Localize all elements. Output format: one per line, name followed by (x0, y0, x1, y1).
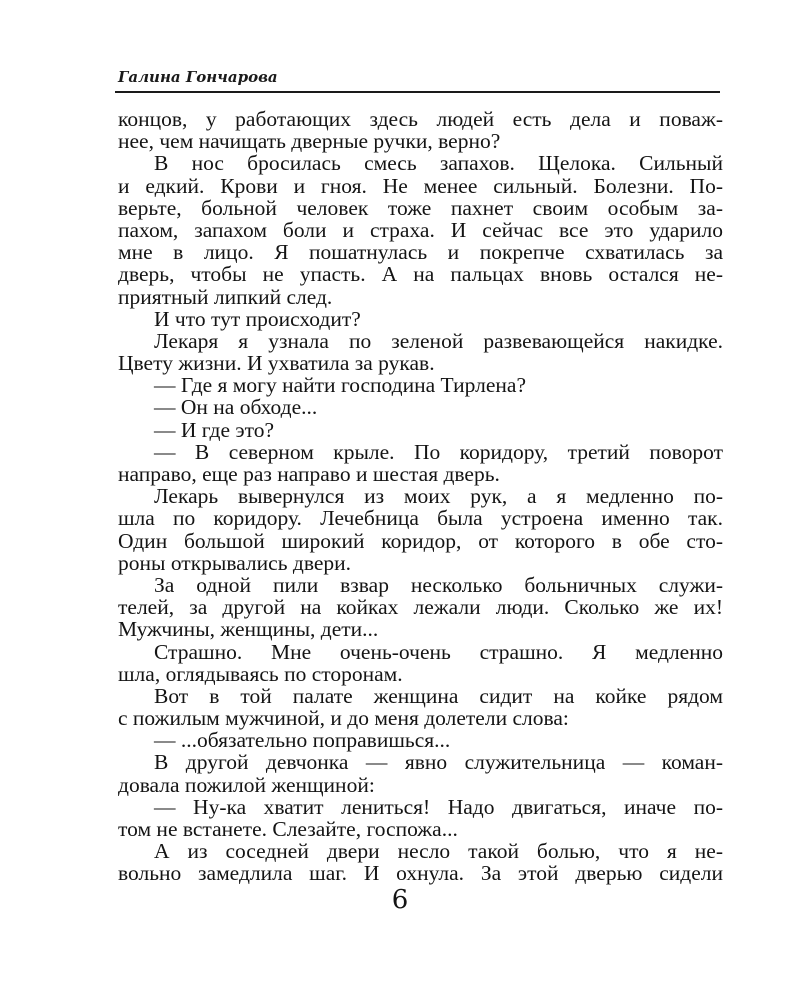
text-line: А из соседней двери несло такой болью, что я не- (154, 839, 723, 864)
text-line: Лекарь вывернулся из моих рук, а я медленно по- (154, 484, 723, 509)
header-rule (115, 91, 720, 93)
text-line: — И где это? (154, 417, 275, 442)
text-line: И что тут происходит? (154, 306, 361, 331)
text-line: Вот в той палате женщина сидит на койке рядом (154, 683, 723, 708)
text-line: направо, еще раз направо и шестая дверь. (118, 462, 500, 486)
text-line: мне в лицо. Я пошатнулась и покрепче схватилась за (118, 240, 723, 265)
text-line: вольно замедлила шаг. И охнула. За этой дверью сидели (118, 861, 723, 886)
text-line: — Ну-ка хватит лениться! Надо двигаться, иначе по- (154, 794, 723, 819)
body-text (118, 108, 723, 885)
text-line: — ...обязательно поправишься... (154, 728, 451, 753)
text-line: нее, чем начищать дверные ручки, верно? (118, 129, 501, 154)
text-line: том не встанете. Слезайте, госпожа... (118, 817, 458, 841)
text-line: Страшно. Мне очень-очень страшно. Я медленно (154, 639, 723, 664)
text-line: Мужчины, женщины, дети... (118, 617, 379, 642)
text-line: — В северном крыле. По коридору, третий поворот (154, 439, 723, 464)
text-line: — Где я могу найти господина Тирлена? (154, 373, 526, 398)
text-line: приятный липкий след. (118, 284, 333, 309)
text-line: концов, у работающих здесь людей есть дела и поваж- (118, 107, 723, 131)
text-line: телей, за другой на койках лежали люди. Сколько же их! (118, 595, 723, 620)
page-number: 6 (391, 885, 409, 915)
text-line: — Он на обходе... (154, 395, 318, 420)
text-line: пахом, запахом боли и страха. И сейчас все это ударило (118, 217, 723, 242)
text-line: Цвету жизни. И ухватила за рукав. (118, 351, 435, 376)
text-line: шла по коридору. Лечебница была устроена именно так. (118, 506, 723, 531)
text-line: довала пожилой женщиной: (118, 772, 375, 797)
text-line: За одной пили взвар несколько больничных служи- (154, 572, 723, 597)
text-line: роны открывались двери. (118, 550, 352, 575)
text-line: В другой девчонка — явно служительница — коман- (154, 750, 723, 775)
text-line: Один большой широкий коридор, от которого в обе сто- (118, 528, 723, 553)
text-line: верьте, больной человек тоже пахнет своим особым за- (118, 195, 723, 220)
text-line: и едкий. Крови и гноя. Не менее сильный. Болезни. По- (118, 173, 723, 198)
text-line: В нос бросилась смесь запахов. Щелока. Сильный (154, 151, 723, 176)
text-line: шла, оглядываясь по сторонам. (118, 661, 403, 686)
text-line: Лекаря я узнала по зеленой развевающейся накидке. (154, 328, 723, 353)
running-head-author: Галина Гончарова (118, 68, 278, 86)
text-line: с пожилым мужчиной, и до меня долетели слова: (118, 706, 569, 731)
text-line: дверь, чтобы не упасть. А на пальцах вновь остался не- (118, 262, 723, 287)
